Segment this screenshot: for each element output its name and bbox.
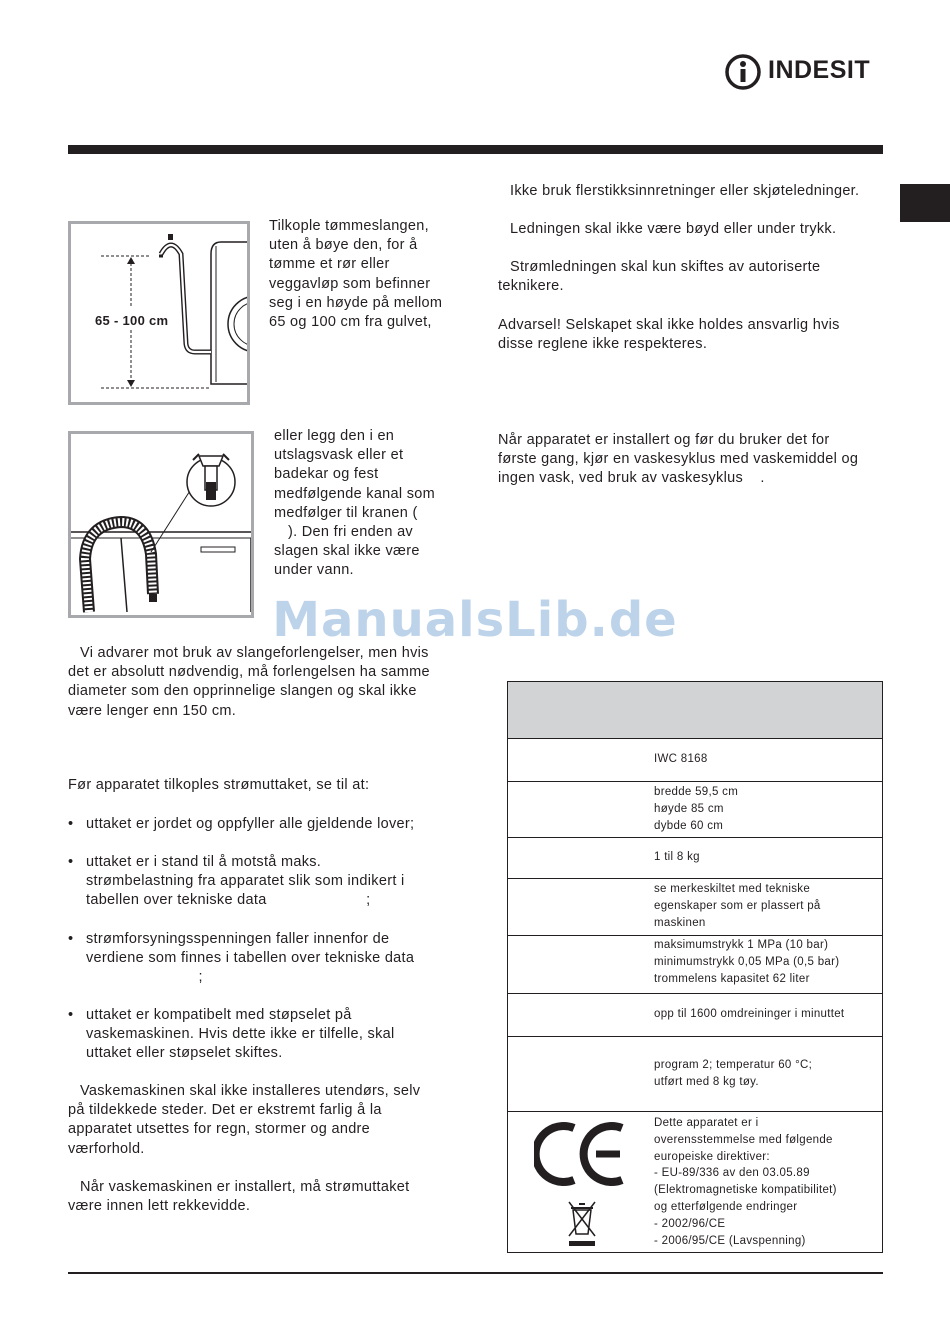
cell-line: egenskaper som er plassert på (654, 899, 821, 912)
fig1-text (269, 217, 459, 332)
cell-line: IWC 8168 (654, 753, 708, 765)
text-line: teknikere. (498, 278, 564, 295)
text-line: uttaket eller støpselet skiftes. (86, 1045, 283, 1062)
text-line: tabellen over tekniske data ; (86, 892, 371, 909)
table-row (508, 994, 882, 1037)
hose-sink-illustration (71, 434, 251, 615)
table-row (508, 879, 882, 936)
cell-line: Dette apparatet er i (654, 1117, 759, 1129)
text-line: utslagsvask eller et (274, 447, 404, 464)
cell-line: opp til 1600 omdreininger i minuttet (654, 1008, 845, 1020)
figure-drain-height (68, 221, 250, 405)
right-paragraph-3 (498, 258, 888, 296)
access-paragraph (68, 1178, 468, 1216)
text-line: uttaket er i stand til å motstå maks. (86, 854, 322, 870)
text-line: på tildekkede steder. Det er ekstremt farlig å la (68, 1102, 382, 1119)
table-row (508, 738, 882, 782)
text-line: slagen skal ikke være (274, 543, 420, 560)
weee-bin-icon (566, 1200, 598, 1248)
cell-line: dybde 60 cm (654, 819, 724, 832)
table-row (508, 1112, 882, 1252)
cell-line: (Elektromagnetiske kompatibilitet) (654, 1184, 837, 1197)
text-line: 65 og 100 cm fra gulvet, (269, 314, 432, 331)
cell-line: bredde 59,5 cm (654, 786, 739, 798)
cell-line: - 2002/96/CE (654, 1217, 726, 1230)
cell-line: trommelens kapasitet 62 liter (654, 972, 810, 985)
cell-line: høyde 85 cm (654, 802, 724, 815)
text-line: Når apparatet er installert og før du bruker det for (498, 432, 830, 448)
height-range-label: 65 - 100 cm (95, 313, 169, 328)
power-intro: Før apparatet tilkoples strømuttaket, se til at: (68, 777, 370, 793)
table-row (508, 936, 882, 994)
footer-rule (68, 1272, 883, 1274)
text-line: Tilkople tømmeslangen, (269, 218, 429, 234)
text-line: ). Den fri enden av (288, 524, 413, 541)
text-line: tømme et rør eller (269, 256, 390, 273)
brand-name: INDESIT (768, 56, 871, 84)
table-cell (654, 1057, 876, 1091)
table-cell (654, 751, 876, 768)
cell-line: minimumstrykk 0,05 MPa (0,5 bar) (654, 955, 840, 968)
right-paragraph-2 (498, 220, 888, 239)
text-line: strømbelastning fra apparatet slik som indikert i (86, 873, 405, 890)
header-rule (68, 145, 883, 154)
table-row (508, 782, 882, 838)
text-line: Vaskemaskinen skal ikke installeres utendørs, selv (80, 1083, 421, 1099)
bullet-icon: • (68, 931, 74, 947)
text-line: Vi advarer mot bruk av slangeforlengelser, men hvis (80, 645, 429, 661)
indesit-logo-icon (724, 52, 764, 92)
bullet-icon: • (68, 816, 74, 832)
bullet-item (68, 1006, 448, 1064)
bullet-icon: • (68, 1007, 74, 1023)
cell-line: utført med 8 kg tøy. (654, 1075, 759, 1088)
cell-line: og etterfølgende endringer (654, 1200, 798, 1213)
text-line: værforhold. (68, 1140, 145, 1157)
text-line: ; (86, 969, 203, 986)
text-line: Ikke bruk flerstikksinnretninger eller skjøteledninger. (510, 183, 860, 199)
text-line: medfølger til kranen ( (274, 504, 418, 521)
brand-logo (724, 52, 884, 92)
table-row (508, 1037, 882, 1112)
text-line: apparatet utsettes for regn, stormer og andre (68, 1121, 371, 1138)
cell-line: europeiske direktiver: (654, 1150, 770, 1163)
text-line: eller legg den i en (274, 428, 395, 444)
cell-line: - 2006/95/CE (Lavspenning) (654, 1234, 806, 1247)
text-line: vaskemaskinen. Hvis dette ikke er tilfelle, skal (86, 1026, 395, 1043)
table-cell (654, 881, 876, 931)
right-paragraph-1 (498, 182, 888, 201)
right-paragraph-4 (498, 316, 888, 354)
text-line: Strømledningen skal kun skiftes av autoriserte (510, 259, 821, 275)
watermark: ManualsLib.de (272, 592, 678, 648)
cell-line: maskinen (654, 916, 706, 929)
table-row (508, 838, 882, 879)
text-line: disse reglene ikke respekteres. (498, 336, 708, 353)
cell-line: - EU-89/336 av den 03.05.89 (654, 1167, 810, 1180)
bullet-item (68, 930, 448, 988)
section-tab (900, 184, 950, 222)
bullet-item (68, 853, 448, 911)
text-line: første gang, kjør en vaskesyklus med vaskemiddel og (498, 451, 859, 468)
bullet-icon: • (68, 854, 74, 870)
text-line: uten å bøye den, for å (269, 237, 418, 254)
bullet-item (68, 815, 448, 834)
text-line: under vann. (274, 562, 354, 579)
table-cell (654, 784, 876, 834)
table-cell (654, 849, 876, 866)
text-line: uttaket er kompatibelt med støpselet på (86, 1007, 352, 1023)
text-line: medfølgende kanal som (274, 485, 436, 502)
text-line: badekar og fest (274, 466, 379, 483)
text-line: veggavløp som befinner (269, 275, 431, 292)
cell-line: program 2; temperatur 60 °C; (654, 1059, 813, 1071)
ce-mark-icon (534, 1118, 628, 1190)
text-line: være lenger enn 150 cm. (68, 702, 237, 719)
text-line: Ledningen skal ikke være bøyd eller under trykk. (510, 221, 837, 237)
text-line: ingen vask, ved bruk av vaskesyklus . (498, 470, 765, 487)
table-header (508, 682, 882, 739)
fig2-text (274, 427, 464, 581)
cell-line: maksimumstrykk 1 MPa (10 bar) (654, 939, 829, 951)
text-line: strømforsyningsspenningen faller innenfor de (86, 931, 390, 947)
text-line: verdiene som finnes i tabellen over tekniske data (86, 950, 415, 967)
figure-hose-sink (68, 431, 254, 618)
cell-line: 1 til 8 kg (654, 851, 700, 863)
outdoor-paragraph (68, 1082, 468, 1159)
text-line: diameter som den opprinnelige slangen og skal ikke (68, 683, 417, 700)
cell-line: overensstemmelse med følgende (654, 1133, 833, 1146)
text-line: Advarsel! Selskapet skal ikke holdes ansvarlig hvis (498, 317, 840, 333)
table-cell (654, 1006, 876, 1023)
text-line: uttaket er jordet og oppfyller alle gjeldende lover; (86, 816, 415, 832)
text-line: Når vaskemaskinen er installert, må strømuttaket (80, 1179, 410, 1195)
text-line: det er absolutt nødvendig, må forlengelsen ha samme (68, 664, 430, 681)
cell-line: se merkeskiltet med tekniske (654, 883, 811, 895)
table-cell (654, 937, 876, 987)
text-line: seg i en høyde på mellom (269, 294, 443, 311)
tech-data-table (507, 681, 883, 1253)
table-cell (654, 1115, 876, 1249)
text-line: være innen lett rekkevidde. (68, 1198, 251, 1215)
extension-paragraph (68, 644, 468, 721)
right-paragraph-5 (498, 431, 888, 489)
